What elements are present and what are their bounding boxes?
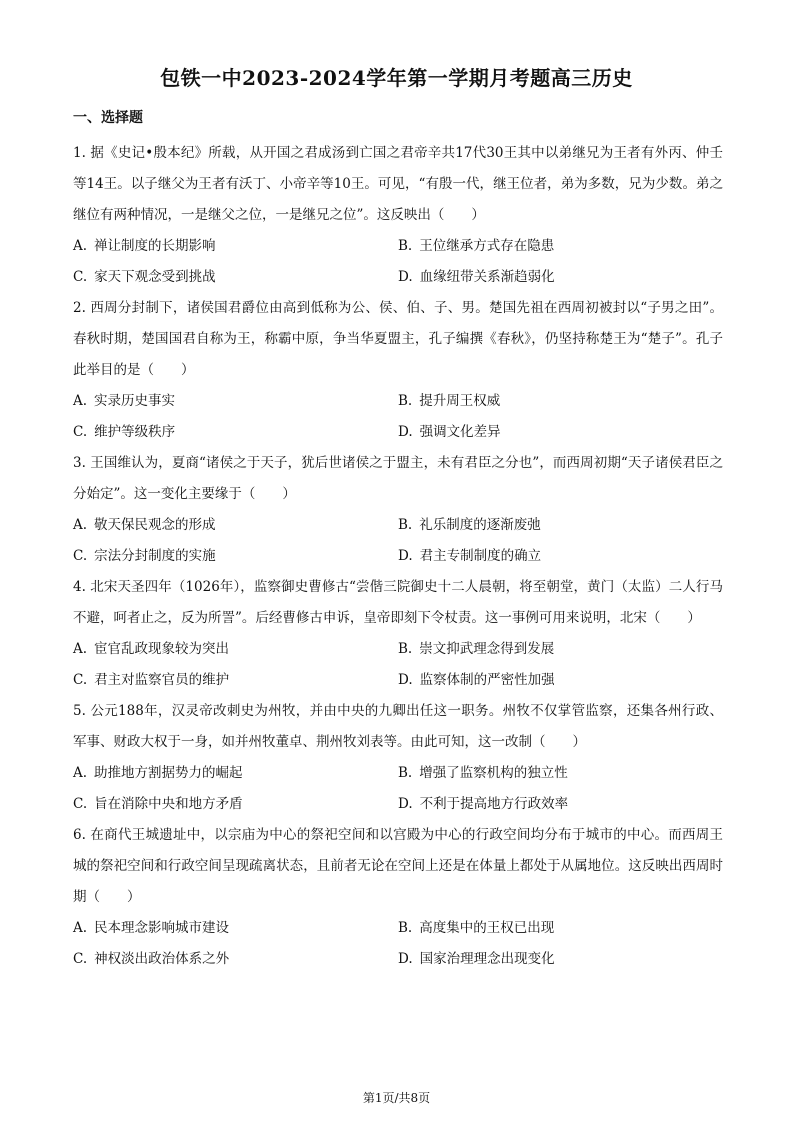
option-letter: C.	[73, 548, 88, 564]
option-grid	[73, 231, 723, 293]
option-text: 维护等级秩序	[94, 424, 176, 440]
option-letter: B.	[398, 238, 413, 254]
option-letter: B.	[398, 920, 413, 936]
option-d	[398, 541, 723, 572]
option-text: 强调文化差异	[419, 424, 501, 440]
option-text: 民本理念影响城市建设	[94, 920, 230, 936]
option-grid	[73, 386, 723, 448]
option-letter: D.	[398, 424, 413, 440]
option-d	[398, 665, 723, 696]
option-a	[73, 913, 398, 944]
option-b	[398, 913, 723, 944]
option-a	[73, 510, 398, 541]
question-5	[73, 696, 723, 820]
option-letter: A.	[73, 238, 88, 254]
question-stem: 6. 在商代王城遗址中，以宗庙为中心的祭祀空间和以宫殿为中心的行政空间均分布于城市的中心。而西周王城的祭祀空间和行政空间呈现疏离状态，且前者无论在空间上还是在体量上都处于从属地位。这反映出西周时期（ ）	[73, 827, 723, 905]
option-text: 礼乐制度的逐渐废弛	[419, 517, 541, 533]
question-3	[73, 448, 723, 572]
option-letter: B.	[398, 517, 413, 533]
option-grid	[73, 634, 723, 696]
option-text: 君主专制制度的确立	[419, 548, 542, 564]
option-letter: B.	[398, 765, 413, 781]
option-text: 助推地方割据势力的崛起	[94, 765, 243, 781]
option-b	[398, 386, 723, 417]
page-title: 包铁一中2023-2024学年第一学期月考题高三历史	[160, 66, 633, 90]
question-2	[73, 293, 723, 448]
option-text: 高度集中的王权已出现	[419, 920, 555, 936]
option-letter: A.	[73, 393, 88, 409]
option-letter: A.	[73, 517, 88, 533]
option-a	[73, 634, 398, 665]
option-letter: A.	[73, 765, 88, 781]
question-stem: 4. 北宋天圣四年（1026年），监察御史曹修古“尝偕三院御史十二人晨朝，将至朝堂，黄门（太监）二人行马不避，呵者止之，反为所詈”。后经曹修古申诉，皇帝即刻下令杖责。这一事例可用来说明，北宋（ ）	[73, 579, 723, 626]
option-c	[73, 789, 398, 820]
option-text: 崇文抑武理念得到发展	[419, 641, 555, 657]
option-letter: B.	[398, 641, 413, 657]
option-text: 王位继承方式存在隐患	[419, 238, 555, 254]
option-a	[73, 231, 398, 262]
option-letter: D.	[398, 672, 413, 688]
option-b	[398, 231, 723, 262]
option-text: 不利于提高地方行政效率	[419, 796, 569, 812]
section-heading: 一、选择题	[73, 110, 143, 126]
option-text: 国家治理理念出现变化	[419, 951, 555, 967]
option-text: 旨在消除中央和地方矛盾	[94, 796, 243, 812]
option-c	[73, 417, 398, 448]
option-c	[73, 541, 398, 572]
option-grid	[73, 913, 723, 975]
option-letter: C.	[73, 951, 88, 967]
option-text: 敬天保民观念的形成	[94, 517, 216, 533]
option-letter: A.	[73, 920, 88, 936]
option-text: 宗法分封制度的实施	[94, 548, 216, 564]
option-grid	[73, 758, 723, 820]
option-letter: D.	[398, 951, 413, 967]
question-list	[73, 138, 723, 975]
option-letter: C.	[73, 672, 88, 688]
option-letter: D.	[398, 548, 413, 564]
option-c	[73, 262, 398, 293]
option-letter: C.	[73, 796, 88, 812]
option-text: 监察体制的严密性加强	[419, 672, 555, 688]
option-letter: C.	[73, 269, 88, 285]
option-b	[398, 510, 723, 541]
option-text: 实录历史事实	[94, 393, 176, 409]
question-6	[73, 820, 723, 975]
question-4	[73, 572, 723, 696]
option-letter: A.	[73, 641, 88, 657]
option-d	[398, 944, 723, 975]
question-stem: 2. 西周分封制下，诸侯国君爵位由高到低称为公、侯、伯、子、男。楚国先祖在西周初被封以“子男之田”。春秋时期，楚国国君自称为王，称霸中原，争当华夏盟主，孔子编撰《春秋》，仍坚持称楚王为“楚子”。孔子此举目的是（ ）	[73, 300, 723, 378]
option-c	[73, 944, 398, 975]
option-d	[398, 417, 723, 448]
option-text: 血缘纽带关系渐趋弱化	[419, 269, 555, 285]
option-grid	[73, 510, 723, 572]
question-stem: 5. 公元188年，汉灵帝改刺史为州牧，并由中央的九卿出任这一职务。州牧不仅掌管监察，还集各州行政、军事、财政大权于一身，如并州牧董卓、荆州牧刘表等。由此可知，这一改制（ ）	[73, 703, 723, 750]
option-text: 提升周王权威	[419, 393, 501, 409]
option-b	[398, 758, 723, 789]
option-b	[398, 634, 723, 665]
option-letter: D.	[398, 796, 413, 812]
option-d	[398, 262, 723, 293]
option-a	[73, 758, 398, 789]
option-text: 家天下观念受到挑战	[94, 269, 216, 285]
option-text: 宦官乱政现象较为突出	[94, 641, 230, 657]
option-text: 神权淡出政治体系之外	[94, 951, 230, 967]
question-1	[73, 138, 723, 293]
option-a	[73, 386, 398, 417]
question-stem: 1. 据《史记•殷本纪》所载，从开国之君成汤到亡国之君帝辛共17代30王其中以弟继兄为王者有外丙、仲壬等14王。以子继父为王者有沃丁、小帝辛等10王。可见，“有殷一代，继王位者，弟为多数，兄为少数。弟之继位有两种情况，一是继父之位，一是继兄之位”。这反映出（ ）	[73, 145, 723, 223]
option-letter: D.	[398, 269, 413, 285]
option-letter: C.	[73, 424, 88, 440]
option-letter: B.	[398, 393, 413, 409]
question-stem: 3. 王国维认为，夏商“诸侯之于天子，犹后世诸侯之于盟主，未有君臣之分也”，而西周初期“天子诸侯君臣之分始定”。这一变化主要缘于（ ）	[73, 455, 723, 502]
option-c	[73, 665, 398, 696]
option-text: 禅让制度的长期影响	[94, 238, 216, 254]
page-footer: 第1页/共8页	[362, 1091, 431, 1105]
option-d	[398, 789, 723, 820]
option-text: 君主对监察官员的维护	[94, 672, 230, 688]
option-text: 增强了监察机构的独立性	[419, 765, 568, 781]
